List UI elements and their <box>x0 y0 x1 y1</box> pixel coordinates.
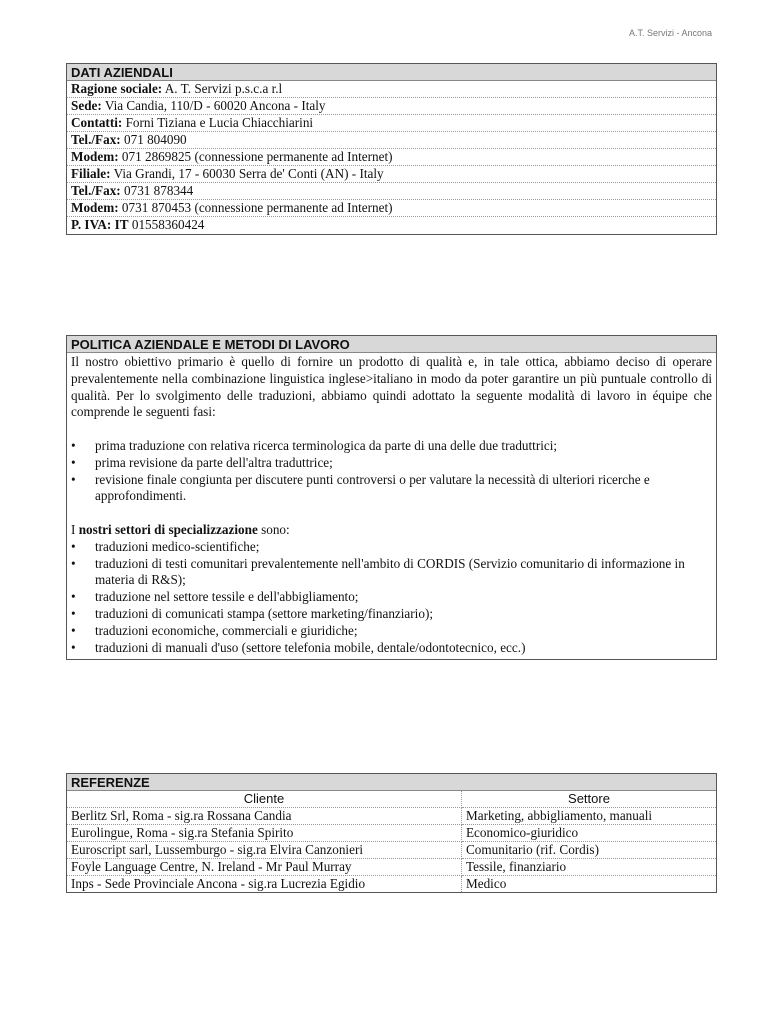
list-item: • prima revisione da parte dell'altra traduttrice; <box>71 454 333 470</box>
data-label: Tel./Fax: <box>71 132 121 147</box>
cliente-cell: Euroscript sarl, Lussemburgo - sig.ra Elvira Canzonieri <box>67 842 462 859</box>
data-value: Via Grandi, 17 - 60030 Serra de' Conti (AN) - Italy <box>113 166 384 181</box>
page-header: A.T. Servizi - Ancona <box>628 28 712 38</box>
data-row <box>67 81 716 98</box>
data-row <box>67 166 716 183</box>
company-data-section <box>66 63 717 235</box>
list-item: • traduzioni di testi comunitari prevalentemente nell'ambito di CORDIS (Servizio comunitario di informazione in materia di R&S); <box>71 555 685 588</box>
data-row <box>67 183 716 200</box>
data-label: Contatti: <box>71 115 123 130</box>
data-row <box>67 115 716 132</box>
list-item: • traduzioni economiche, commerciali e giuridiche; <box>71 622 358 638</box>
table-row <box>67 859 716 876</box>
data-label: Ragione sociale: <box>71 81 163 96</box>
data-value: 071 2869825 (connessione permanente ad Internet) <box>121 149 393 164</box>
data-label: Sede: <box>71 98 102 113</box>
list-item: • prima traduzione con relativa ricerca terminologica da parte di una delle due traduttrici; <box>71 437 558 453</box>
table-row <box>67 825 716 842</box>
settore-cell: Comunitario (rif. Cordis) <box>462 842 717 859</box>
list-item: • traduzione nel settore tessile e dell'abbigliamento; <box>71 589 359 605</box>
data-row <box>67 217 716 234</box>
cliente-cell: Berlitz Srl, Roma - sig.ra Rossana Candia <box>67 808 462 825</box>
column-header-settore: Settore <box>462 791 717 808</box>
references-title: REFERENZE <box>67 774 716 791</box>
bullet-icon: • <box>71 471 76 487</box>
data-row <box>67 200 716 217</box>
policy-body <box>67 353 716 659</box>
list-item: • traduzioni medico-scientifiche; <box>71 538 260 554</box>
sectors-list <box>71 539 712 657</box>
cliente-cell: Inps - Sede Provinciale Ancona - sig.ra Lucrezia Egidio <box>67 876 462 893</box>
bullet-icon: • <box>71 555 76 571</box>
bullet-icon: • <box>71 605 76 621</box>
settore-cell: Tessile, finanziario <box>462 859 717 876</box>
list-item: • traduzioni di comunicati stampa (settore marketing/finanziario); <box>71 605 433 621</box>
company-data-title: DATI AZIENDALI <box>67 64 716 81</box>
settore-cell: Marketing, abbigliamento, manuali <box>462 808 717 825</box>
policy-title: POLITICA AZIENDALE E METODI DI LAVORO <box>67 336 716 353</box>
references-table <box>67 791 716 892</box>
table-row <box>67 876 716 893</box>
cliente-cell: Foyle Language Centre, N. Ireland - Mr Paul Murray <box>67 859 462 876</box>
bullet-icon: • <box>71 454 76 470</box>
bullet-icon: • <box>71 622 76 638</box>
phases-list <box>71 438 712 505</box>
data-value: 0731 870453 (connessione permanente ad Internet) <box>121 200 393 215</box>
table-row <box>67 842 716 859</box>
data-label: Modem: <box>71 149 119 164</box>
settore-cell: Medico <box>466 876 507 891</box>
data-value: 0731 878344 <box>124 183 194 198</box>
list-item: • revisione finale congiunta per discutere punti controversi o per valutare la necessità di ulteriori ricerche e approfondimenti. <box>71 471 650 504</box>
data-row <box>67 132 716 149</box>
bullet-icon: • <box>71 437 76 453</box>
settore-cell: Economico-giuridico <box>462 825 717 842</box>
column-header-cliente: Cliente <box>67 791 462 808</box>
data-label: Filiale: <box>71 166 111 181</box>
policy-section <box>66 335 717 660</box>
cliente-cell: Eurolingue, Roma - sig.ra Stefania Spirito <box>67 825 462 842</box>
data-label: Tel./Fax: <box>71 183 121 198</box>
bullet-icon: • <box>71 589 76 605</box>
bullet-icon: • <box>71 639 76 655</box>
data-value: A. T. Servizi p.s.c.a r.l <box>164 81 283 96</box>
data-value: Forni Tiziana e Lucia Chiacchiarini <box>125 115 314 130</box>
bullet-icon: • <box>71 538 76 554</box>
data-value: 01558360424 <box>131 217 205 232</box>
table-header <box>67 791 716 808</box>
data-label: P. IVA: IT <box>71 217 129 232</box>
data-value: 071 804090 <box>124 132 187 147</box>
table-row <box>67 808 716 825</box>
data-row <box>67 149 716 166</box>
data-label: Modem: <box>71 200 119 215</box>
sectors-heading: I nostri settori di specializzazione sono: <box>71 521 290 537</box>
data-row <box>67 98 716 115</box>
list-item: • traduzioni di manuali d'uso (settore telefonia mobile, dentale/odontotecnico, ecc.) <box>71 639 526 655</box>
policy-intro: Il nostro obiettivo primario è quello di fornire un prodotto di qualità e, in tale ottica, abbiamo deciso di operare prevalentemente nella combinazione linguistica inglese>italiano in modo da poter garantire un più puntuale controllo di qualità. Per lo svolgimento delle traduzioni, abbiamo quindi adottato la seguente modalità di lavoro in équipe che comprende le seguenti fasi: <box>71 354 712 420</box>
references-section <box>66 773 717 893</box>
data-value: Via Candia, 110/D - 60020 Ancona - Italy <box>104 98 326 113</box>
